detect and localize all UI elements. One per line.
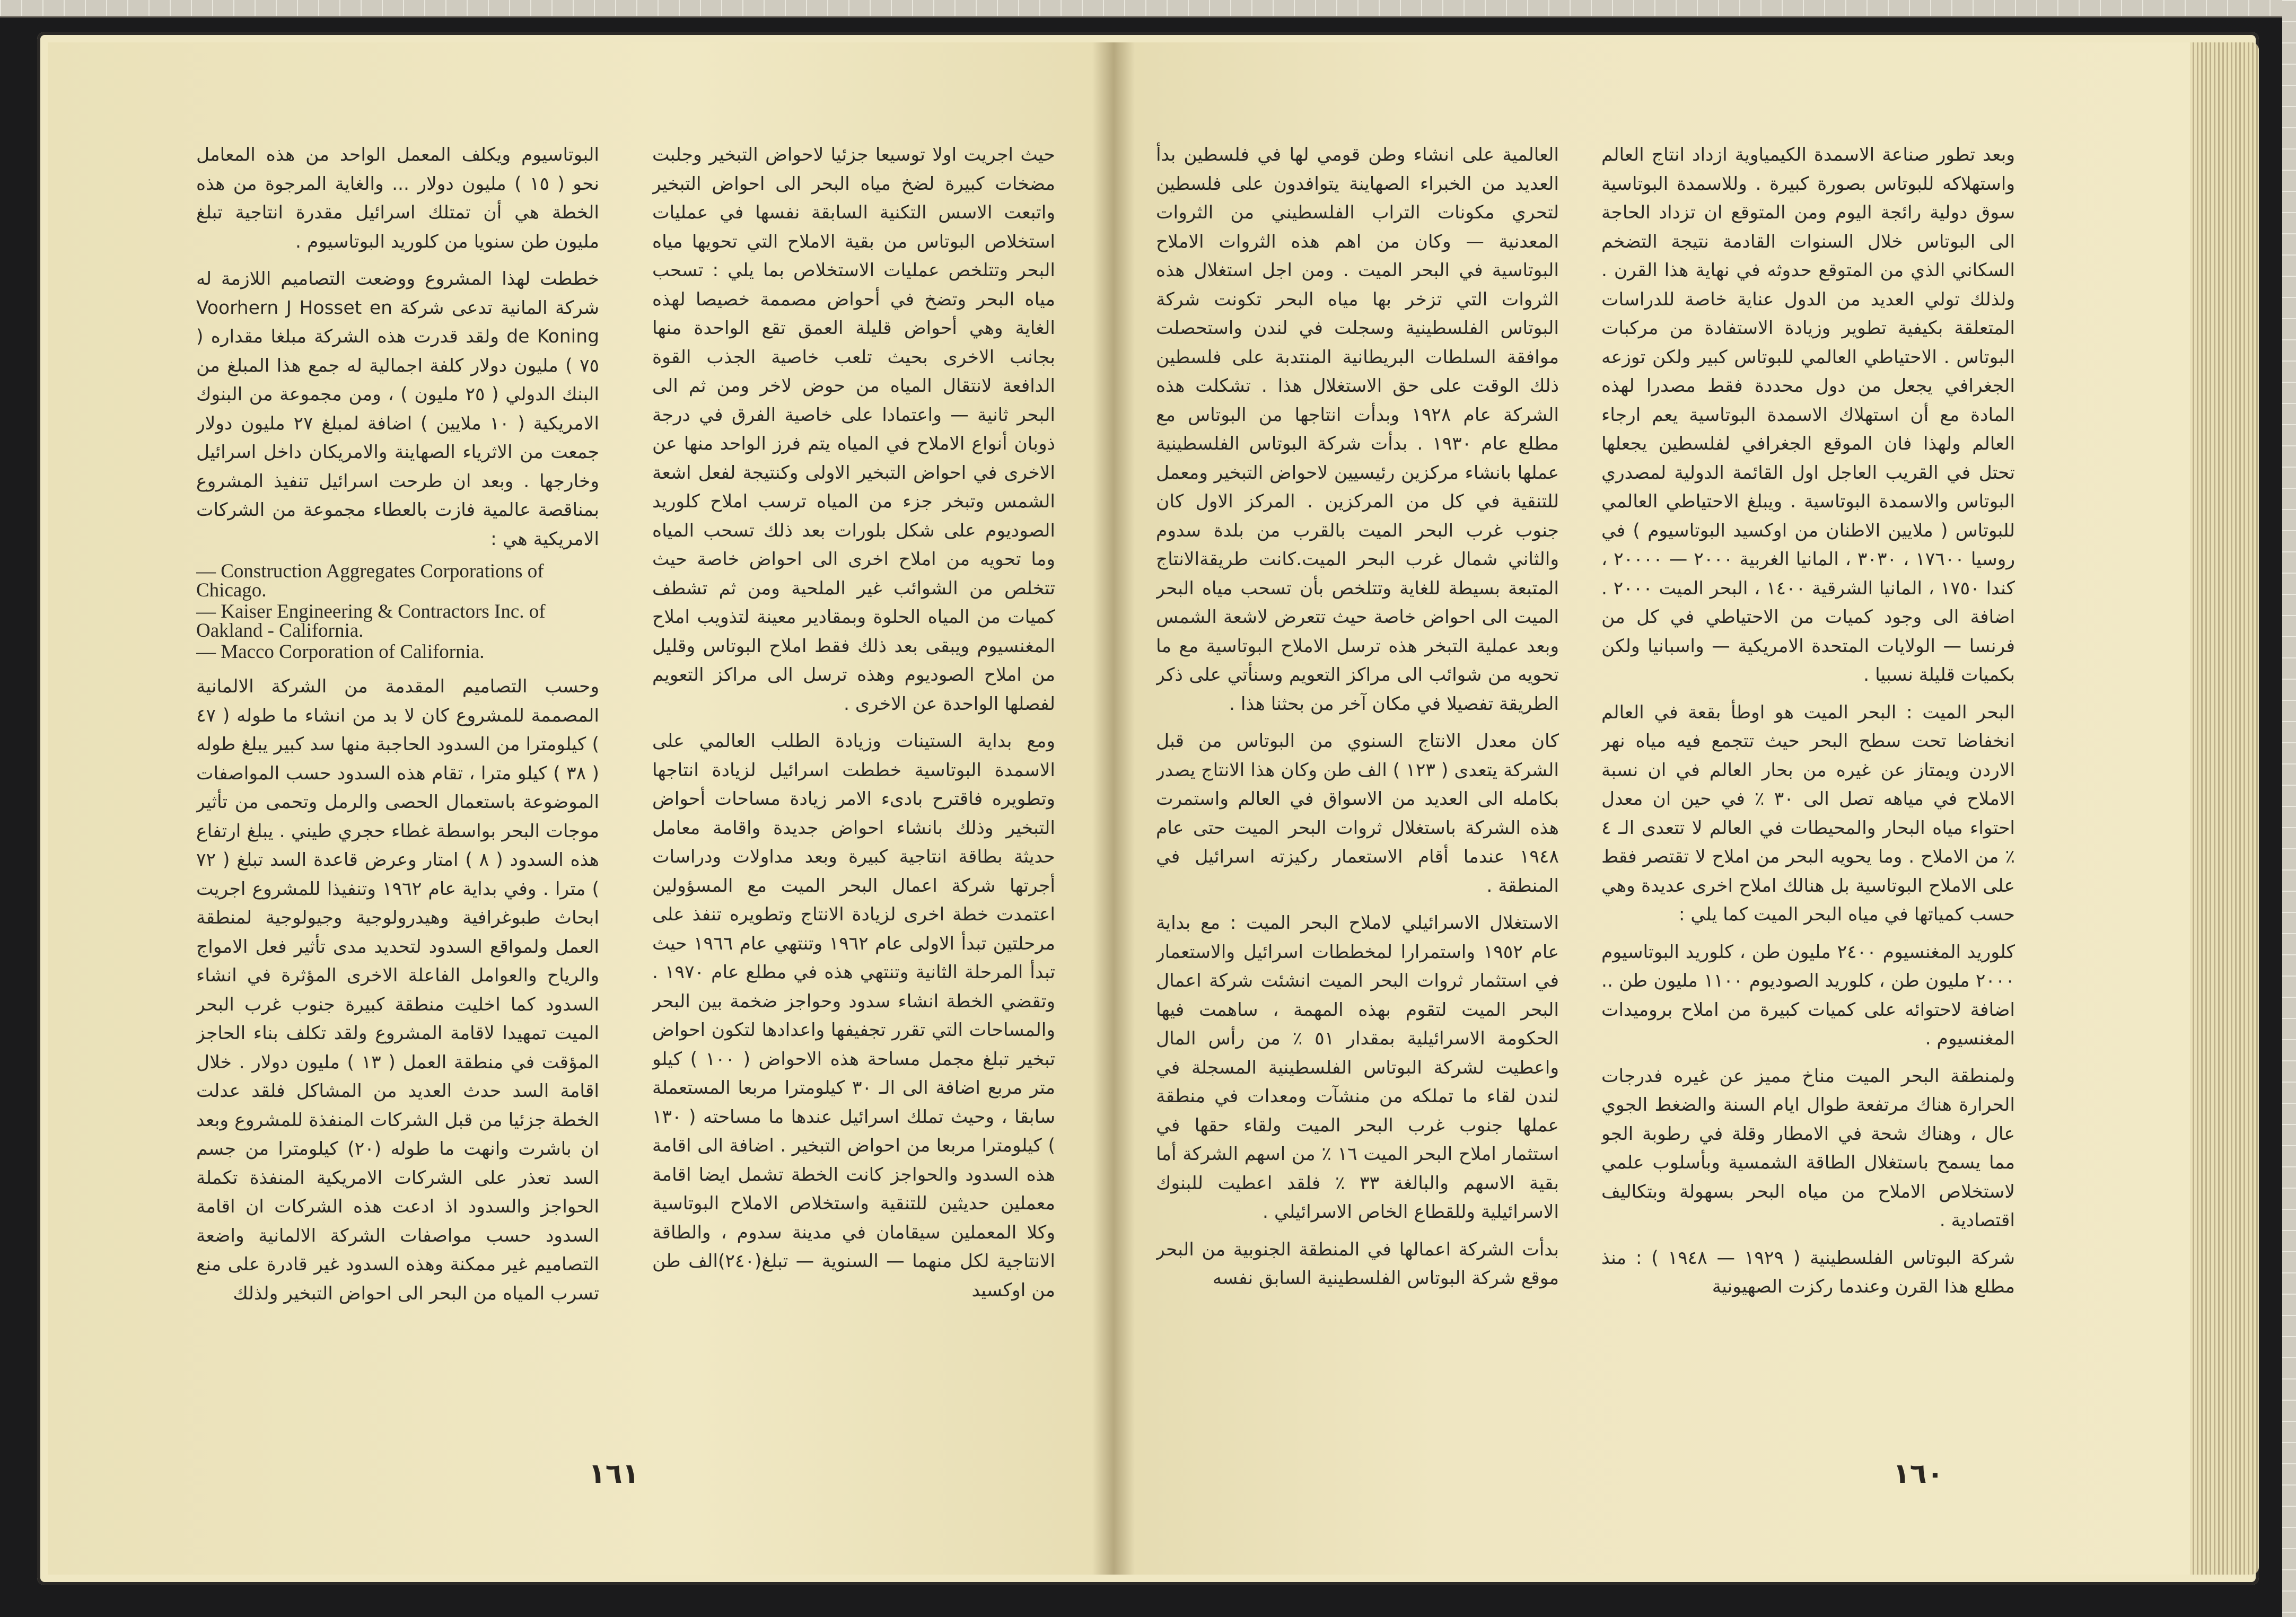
paragraph: البحر الميت : البحر الميت هو اوطأ بقعة في العالم انخفاضا تحت سطح البحر حيث تتجمع فيه مياه نهر الاردن ويمتاز عن غيره من بحار العالم في ان نسبة الاملاح في مياهه تصل الى ٣٠ ٪ في حين ان معدل احتواء مياه البحار والمحيطات في العالم لا تتعدى الـ ٤ ٪ من الاملاح . وما يحويه البحر من املاح لا تقتصر فقط على الاملاح البوتاسية بل هنالك املاح اخرى عديدة وهي حسب كمياتها في مياه البحر الميت كما يلي : bbox=[1601, 701, 2015, 925]
company-list-item: — Macco Corporation of California. bbox=[196, 641, 485, 663]
left-page-column-outer bbox=[196, 140, 599, 1423]
page-edges bbox=[2190, 42, 2259, 1575]
company-list-item: — Construction Aggregates Corporations of Chicago. bbox=[196, 560, 544, 601]
paragraph: كان معدل الانتاج السنوي من البوتاس من قبل الشركة يتعدى ( ١٢٣ ) الف طن وكان هذا الانتاج يصدر بكامله الى العديد من الاسواق في العالم واستمرت هذه الشركة باستغلال ثروات البحر الميت حتى عام ١٩٤٨ عندما أقام الاستعمار ركيزته اسرائيل في المنطقة . bbox=[1156, 731, 1559, 897]
paragraph: خططت لهذا المشروع ووضعت التصاميم اللازمة له شركة المانية تدعى شركة Voorhern J Hosset en de Koning ولقد قدرت هذه الشركة مبلغا مقداره ( ٧٥ ) مليون دولار كلفة اجمالية له جمع هذا المبلغ من البنك الدولي ( ٢٥ مليون ) ، ومن مجموعة من البنوك الامريكية ( ١٠ ملايين ) اضافة لمبلغ ٢٧ مليون دولار جمعت من الاثرياء الصهاينة والامريكان داخل اسرائيل وخارجها . وبعد ان طرحت اسرائيل تنفيذ المشروع بمناقصة عالمية فازت بالعطاء مجموعة من الشركات الامريكية هي : bbox=[196, 268, 599, 550]
paragraph: حيث اجريت اولا توسيعا جزئيا لاحواض التبخير وجلبت مضخات كبيرة لضخ مياه البحر الى احواض التبخير واتبعت الاسس التكنية السابقة نفسها في عمليات استخلاص البوتاس من بقية الاملاح التي تحويها مياه البحر وتتلخص عمليات الاستخلاص بما يلي : تسحب مياه البحر وتضخ في أحواض مصممة خصيصا لهذه الغاية وهي أحواض قليلة العمق تقع الواحدة منها بجانب الاخرى بحيث تلعب خاصية الجذب القوة الدافعة لانتقال المياه من حوض لاخر ومن ثم الى البحر ثانية — واعتمادا على خاصية الفرق في درجة ذوبان أنواع الاملاح في المياه يتم فرز الواحد منها عن الاخرى في احواض التبخير الاولى وكنتيجة لفعل اشعة الشمس وتبخر جزء من المياه ترسب املاح كلوريد الصوديوم على شكل بلورات بعد ذلك تسحب المياه وما تحويه من املاح اخرى الى احواض خاصة حيث تتخلص من الشوائب غير الملحية ومن ثم تشطف كميات من المياه الحلوة وبمقادير معينة لتذويب املاح المغنسيوم ويبقى بعد ذلك فقط املاح البوتاس وقليل من املاح الصوديوم وهذه ترسل الى مراكز التعويم لفصلها الواحدة عن الاخرى . bbox=[652, 144, 1055, 715]
paragraph: الاستغلال الاسرائيلي لاملاح البحر الميت : مع بداية عام ١٩٥٢ واستمرارا لمخططات اسرائيل والاستعمار في استثمار ثروات البحر الميت انشئت شركة اعمال البحر الميت لتقوم بهذه المهمة ، ساهمت فيها الحكومة الاسرائيلية بمقدار ٥١ ٪ من رأس المال واعطيت لشركة البوتاس الفلسطينية المسجلة في لندن لقاء ما تملكه من منشآت ومعدات في منطقة عملها جنوب غرب البحر الميت ولقاء حقها في استثمار املاح البحر الميت ١٦ ٪ من اسهم الشركة أما بقية الاسهم والبالغة ٣٣ ٪ فلقد اعطيت للبنوك الاسرائيلية وللقطاع الخاص الاسرائيلي . bbox=[1156, 912, 1559, 1223]
page-number-right: ١٦٠ bbox=[1893, 1458, 1944, 1490]
paragraph: بدأت الشركة اعمالها في المنطقة الجنوبية من البحر موقع شركة البوتاس الفلسطينية السابق نفسه bbox=[1156, 1238, 1559, 1289]
page-number-left: ١٦١ bbox=[589, 1458, 639, 1490]
open-book bbox=[37, 32, 2259, 1585]
company-list bbox=[196, 562, 599, 662]
paragraph: شركة البوتاس الفلسطينية ( ١٩٢٩ — ١٩٤٨ ) : منذ مطلع هذا القرن وعندما ركزت الصهيونية bbox=[1601, 1247, 2015, 1297]
paragraph: ومع بداية الستينات وزيادة الطلب العالمي على الاسمدة البوتاسية خططت اسرائيل لزيادة انتاجها وتطويره فاقترح بادىء الامر زيادة مساحات أحواض التبخير وذلك بانشاء احواض جديدة واقامة معامل حديثة بطاقة انتاجية كبيرة وبعد مداولات ودراسات أجرتها شركة اعمال البحر الميت مع المسؤولين اعتمدت خطة اخرى لزيادة الانتاج وتطويره تنفذ على مرحلتين تبدأ الاولى عام ١٩٦٢ وتنتهي عام ١٩٦٦ حيث تبدأ المرحلة الثانية وتنتهي هذه في مطلع عام ١٩٧٠ . وتقضي الخطة انشاء سدود وحواجز ضخمة بين البحر والمساحات التي تقرر تجفيفها واعدادها لتكون احواض تبخير تبلغ مجمل مساحة هذه الاحواض ( ١٠٠ ) كيلو متر مربع اضافة الى الـ ٣٠ كيلومترا مربعا المستعملة سابقا ، وحيث تملك اسرائيل عندها ما مساحته ( ١٣٠ ) كيلومترا مربعا من احواض التبخير . اضافة الى اقامة هذه السدود والحواجز كانت الخطة تشمل ايضا اقامة معملين حديثين للتنقية واستخلاص الاملاح البوتاسية وكلا المعملين سيقامان في مدينة سدوم ، والطاقة الانتاجية لكل منهما — السنوية — تبلغ(٢٤٠)الف طن من اوكسيد bbox=[652, 731, 1055, 1301]
paragraph: كلوريد المغنسيوم ٢٤٠٠ مليون طن ، كلوريد البوتاسيوم ٢٠٠٠ مليون طن ، كلوريد الصوديوم ١١٠٠ مليون طن .. اضافة لاحتوائه على كميات كبيرة من املاح بروميدات المغنسيوم . bbox=[1601, 941, 2015, 1049]
paragraph: وحسب التصاميم المقدمة من الشركة الالمانية المصممة للمشروع كان لا بد من انشاء ما طوله ( ٤٧ ) كيلومترا من السدود الحاجبة منها سد كبير يبلغ طوله ( ٣٨ ) كيلو مترا ، تقام هذه السدود حسب المواصفات الموضوعة باستعمال الحصى والرمل وتحمى من تأثير موجات البحر بواسطة غطاء حجري طيني . يبلغ ارتفاع هذه السدود ( ٨ ) امتار وعرض قاعدة السد تبلغ ( ٧٢ ) مترا . وفي بداية عام ١٩٦٢ وتنفيذا للمشروع اجريت ابحاث طبوغرافية وهيدرولوجية وجيولوجية لمنطقة العمل ولمواقع السدود لتحديد مدى تأثير فعل الامواج والرياح والعوامل الفاعلة الاخرى المؤثرة في انشاء السدود كما اخليت منطقة كبيرة جنوب غرب البحر الميت تمهيدا لاقامة المشروع ولقد تكلف بناء الحاجز المؤقت في منطقة العمل ( ١٣ ) مليون دولار . خلال اقامة السد حدث العديد من المشاكل فلقد عدلت الخطة جزئيا من قبل الشركات المنفذة للمشروع وبعد ان باشرت وانهت ما طوله (٢٠) كيلومترا من جسم السد تعذر على الشركات الامريكية المنفذة تكملة الحواجز والسدود اذ ادعت هذه الشركات ان اقامة السدود حسب مواصفات الشركة الالمانية واضعة التصاميم غير ممكنة وهذه السدود غير قادرة على منع تسرب المياه من البحر الى احواض التبخير ولذلك bbox=[196, 676, 599, 1304]
right-page-column-inner bbox=[1156, 140, 1559, 1423]
paragraph: وبعد تطور صناعة الاسمدة الكيمياوية ازداد انتاج العالم واستهلاكه للبوتاس بصورة كبيرة . وللاسمدة البوتاسية سوق دولية رائجة اليوم ومن المتوقع ان تزداد الحاجة الى البوتاس خلال السنوات القادمة نتيجة التضخم السكاني الذي من المتوقع حدوثه في نهاية هذا القرن . ولذلك تولي العديد من الدول عناية خاصة للدراسات المتعلقة بكيفية تطوير وزيادة الاستفادة من مركبات البوتاس . الاحتياطي العالمي للبوتاس كبير ولكن توزعه الجغرافي يجعل من دول محددة فقط مصدرا لهذه المادة مع أن استهلاك الاسمدة البوتاسية يعم ارجاء العالم ولهذا فان الموقع الجغرافي لفلسطين يجعلها تحتل في القريب العاجل اول القائمة الدولية لمصدري البوتاس والاسمدة البوتاسية . ويبلغ الاحتياطي العالمي للبوتاس ( ملايين الاطنان من اوكسيد البوتاسيوم ) في روسيا ١٧٦٠٠ ، ٣٠٣٠ ، المانيا الغربية ٢٠٠٠ — ٢٠٠٠٠ ، كندا ١٧٥٠ ، المانيا الشرقية ١٤٠٠ ، البحر الميت ٢٠٠٠ . اضافة الى وجود كميات من الاحتياطي في كل من فرنسا — الولايات المتحدة الامريكية — واسبانيا ولكن بكميات قليلة نسبيا . bbox=[1601, 144, 2015, 686]
left-page-column-inner bbox=[652, 140, 1055, 1423]
paragraph: ولمنطقة البحر الميت مناخ مميز عن غيره فدرجات الحرارة هناك مرتفعة طوال ايام السنة والضغط الجوي عال ، وهناك شحة في الامطار وقلة في رطوبة الجو مما يسمح باستغلال الطاقة الشمسية وبأسلوب علمي لاستخلاص الاملاح من مياه البحر بسهولة وبتكاليف اقتصادية . bbox=[1601, 1065, 2015, 1231]
paragraph: البوتاسيوم ويكلف المعمل الواحد من هذه المعامل نحو ( ١٥ ) مليون دولار ... والغاية المرجوة من هذه الخطة هي أن تمتلك اسرائيل مقدرة انتاجية تبلغ مليون طن سنويا من كلوريد البوتاسيوم . bbox=[196, 144, 599, 252]
book-gutter bbox=[1092, 42, 1135, 1575]
paragraph: العالمية على انشاء وطن قومي لها في فلسطين بدأ العديد من الخبراء الصهاينة يتوافدون على فلسطين لتحري مكونات التراب الفلسطيني من الثروات المعدنية — وكان من اهم هذه الثروات الاملاح البوتاسية في البحر الميت . ومن اجل استغلال هذه الثروات التي تزخر بها مياه البحر تكونت شركة البوتاس الفلسطينية وسجلت في لندن واستحصلت موافقة السلطات البريطانية المنتدبة على فلسطين ذلك الوقت على حق الاستغلال هذا . تشكلت هذه الشركة عام ١٩٢٨ وبدأت انتاجها من البوتاس مع مطلع عام ١٩٣٠ . بدأت شركة البوتاس الفلسطينية عملها بانشاء مركزين رئيسيين لاحواض التبخير ومعمل للتنقية في كل من المركزين . المركز الاول كان جنوب غرب البحر الميت بالقرب من بلدة سدوم والثاني شمال غرب البحر الميت.كانت طريقةالانتاج المتبعة بسيطة للغاية وتتلخص بأن تسحب مياه البحر الميت الى احواض خاصة حيث تتعرض لاشعة الشمس وبعد عملية التبخر هذه ترسل الاملاح البوتاسية مع ما تحويه من شوائب الى مراكز التعويم وسنأتي على ذكر الطريقة تفصيلا في مكان آخر من بحثنا هذا . bbox=[1156, 144, 1559, 715]
scale-ruler-top bbox=[0, 0, 2296, 17]
right-page-column-outer bbox=[1601, 140, 2015, 1423]
company-list-item: — Kaiser Engineering & Contractors Inc. of Oakland - California. bbox=[196, 601, 546, 641]
scale-ruler-right bbox=[2282, 0, 2296, 1617]
